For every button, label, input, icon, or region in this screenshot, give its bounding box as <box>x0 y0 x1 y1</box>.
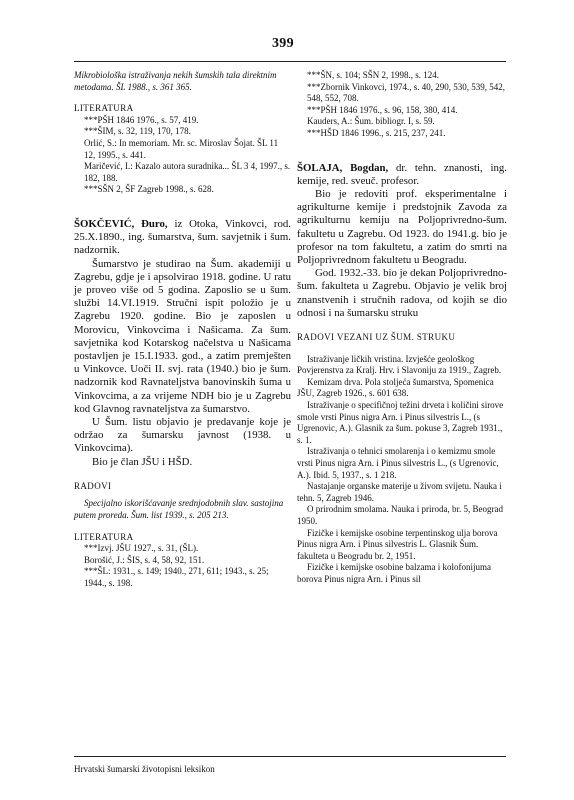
biography-solaja <box>297 162 507 320</box>
footer-rule <box>74 756 506 757</box>
right-column <box>297 70 507 585</box>
works-list <box>297 354 507 586</box>
ref-line: ***ŠN, s. 104; SŠN 2, 1998., s. 124. <box>307 70 440 80</box>
work-item: Istraživanje o specifičnoj težini drveta i količini sirove smole vrsti Pinus nigra Arn. i Pinus silvestris L., (s Ugrenovic, A.). Glasnik za šum. pokuse 3, Zagreb 1931., s. 1. <box>297 399 504 445</box>
ref-line: Mikrobiološka istraživanja nekih šumskih tala direktnim metodama. ŠL 1988., s. 361 365. <box>74 70 277 92</box>
bio-paragraph: Bio je član JŠU i HŠD. <box>92 455 193 468</box>
works-heading: RADOVI <box>74 480 112 491</box>
work-item: O prirodnim smolama. Nauka i priroda, br. 5, Beograd 1950. <box>297 504 503 526</box>
ref-line: ***PŠH 1846 1976., s. 57, 419. <box>84 114 199 125</box>
work-item: Fizičke i kemijske osobine balzama i kolofonijuma borova Pinus nigra Arn. i Pinus sil <box>297 562 491 584</box>
entry-name: ŠOLAJA, Bogdan, <box>297 161 389 174</box>
entry-name: ŠOKČEVIĆ, Đuro, <box>74 217 168 230</box>
literature-heading: LITERATURA <box>74 103 134 114</box>
ref-line: ***Izvj. JŠU 1927., s. 31, (ŠL). <box>84 543 199 554</box>
bio-paragraph: Šumarstvo je studirao na Šum. akademiji u Zagrebu, gdje je i apsolvirao 1918. godine. U ratu je proveo više od 5 godina. Zaposlio se u šum. službi 14.VI.1919. Stručni ispit položio je u Zagrebu 1920. godine. Bio je zaposlen u Morovicu, Vinkovcima i Našicama. Za šum. savjetnika kod Kotarskog načelstva u Našicama postavljen je 15.I.1933. god., a zatim premješten u Vinkovce. Uoči II. svj. rata (1940.) bio je šum. nadzornik kod Ravnateljstva banovinskih šuma u Vinkovcima, a za vrijeme NDH bio je u Zagrebu kod Glavnog ravnateljstva za šumarstvo. <box>74 257 291 415</box>
ref-line: Orlić, S.: In memoriam. Mr. sc. Miroslav Šojat. ŠL 11 12, 1995., s. 441. <box>84 137 279 160</box>
right-top-refs <box>297 70 507 140</box>
work-item: Specijalno iskorišćavanje srednjodobnih slav. sastojina putem proreda. Šum. list 1939., s. 205 213. <box>74 498 284 520</box>
ref-line: ***HŠD 1846 1996., s. 215, 237, 241. <box>307 127 446 138</box>
bio-paragraph: Bio je redoviti prof. eksperimentalne i agrikulturne kemije i predstojnik Zavoda za agrikulturnu kemiju na Poljoprivredno-šum. fakultetu u Zagrebu. Od 1923. do 1941.g. bio je profesor na tom fakultetu, a zatim do smrti na Poljoprivrednom fakultetu u Beogradu. <box>297 187 507 266</box>
work-item: Istraživanje ličkih vristina. Izvješće geološkog Povjerenstva za Kralj. Hrv. i Slavoniju za 1919., Zagreb. <box>297 353 502 376</box>
page-number: 399 <box>272 36 294 51</box>
header-rule <box>74 61 506 62</box>
ref-line: ***SŠN 2, ŠF Zagreb 1998., s. 628. <box>84 184 214 195</box>
bio-intro: dr. tehn. znanosti, ing. kemije, red. sveuč. profesor. <box>297 161 507 187</box>
literature-list <box>74 115 291 196</box>
footer-title: Hrvatski šumarski životopisni leksikon <box>74 764 215 774</box>
ref-line: ***ŠL: 1931., s. 149; 1940., 271, 611; 1943., s. 25; 1944., s. 198. <box>84 566 269 588</box>
bio-paragraph: U Šum. listu objavio je predavanje koje je održao za šumarsku javnost (1938. u Vinkovcima). <box>74 415 291 455</box>
work-item: Kemizam drva. Pola stoljeća šumarstva, Spomenica JŠU, Zagreb 1926., s. 601 638. <box>297 376 494 399</box>
literature-list <box>74 543 291 589</box>
work-item: Fizičke i kemijske osobine terpentinskog ulja borova Pinus nigra Arn. i Pinus silvestris L. Glasnik Šum. fakulteta u Beogradu br. 2, 1951. <box>297 527 498 561</box>
ref-line: Kauders, A.: Šum. bibliogr. I, s. 59. <box>307 116 435 127</box>
work-item: Istraživanja o tehnici smolarenja i o kemizmu smole vrsti Pinus nigra Arn. i Pinus silvestris L., (s Ugrenovic, A.). Ibid. 5, 1937., s. 1 218. <box>297 446 499 480</box>
works-list <box>74 498 291 521</box>
work-item: Nastajanje organske materije u živom svijetu. Nauka i tehn. 5, Zagreb 1946. <box>297 481 502 503</box>
ref-line: Maričević, I.: Kazalo autora suradnika... ŠL 3 4, 1997., s. 182, 188. <box>84 161 291 183</box>
literature-heading: LITERATURA <box>74 531 134 542</box>
ref-line: ***PŠH 1846 1976., s. 96, 158, 380, 414. <box>307 104 458 115</box>
biography-sokcevic <box>74 218 291 469</box>
left-column <box>74 70 291 590</box>
works-heading: RADOVI VEZANI UZ ŠUM. STRUKU <box>297 332 456 342</box>
ref-line: Borošić, J.: ŠIS, s. 4, 58, 92, 151. <box>84 554 205 565</box>
left-top-refs <box>74 70 291 93</box>
ref-line: ***Zbornik Vinkovci, 1974., s. 40, 290, 530, 539, 542, 548, 552, 708. <box>307 81 506 104</box>
bio-intro: iz Otoka, Vinkovci, rod. 25.X.1890., ing. šumarstva, šum. savjetnik i šum. nadzornik. <box>74 217 292 257</box>
bio-paragraph: God. 1932.-33. bio je dekan Poljoprivredno-šum. fakulteta u Zagrebu. Objavio je velik broj znanstvenih i stručnih radova, od kojih se dio odnosi i na šumarsku struku <box>297 267 507 319</box>
ref-line: ***ŠIM, s. 32, 119, 170, 178. <box>84 126 191 137</box>
